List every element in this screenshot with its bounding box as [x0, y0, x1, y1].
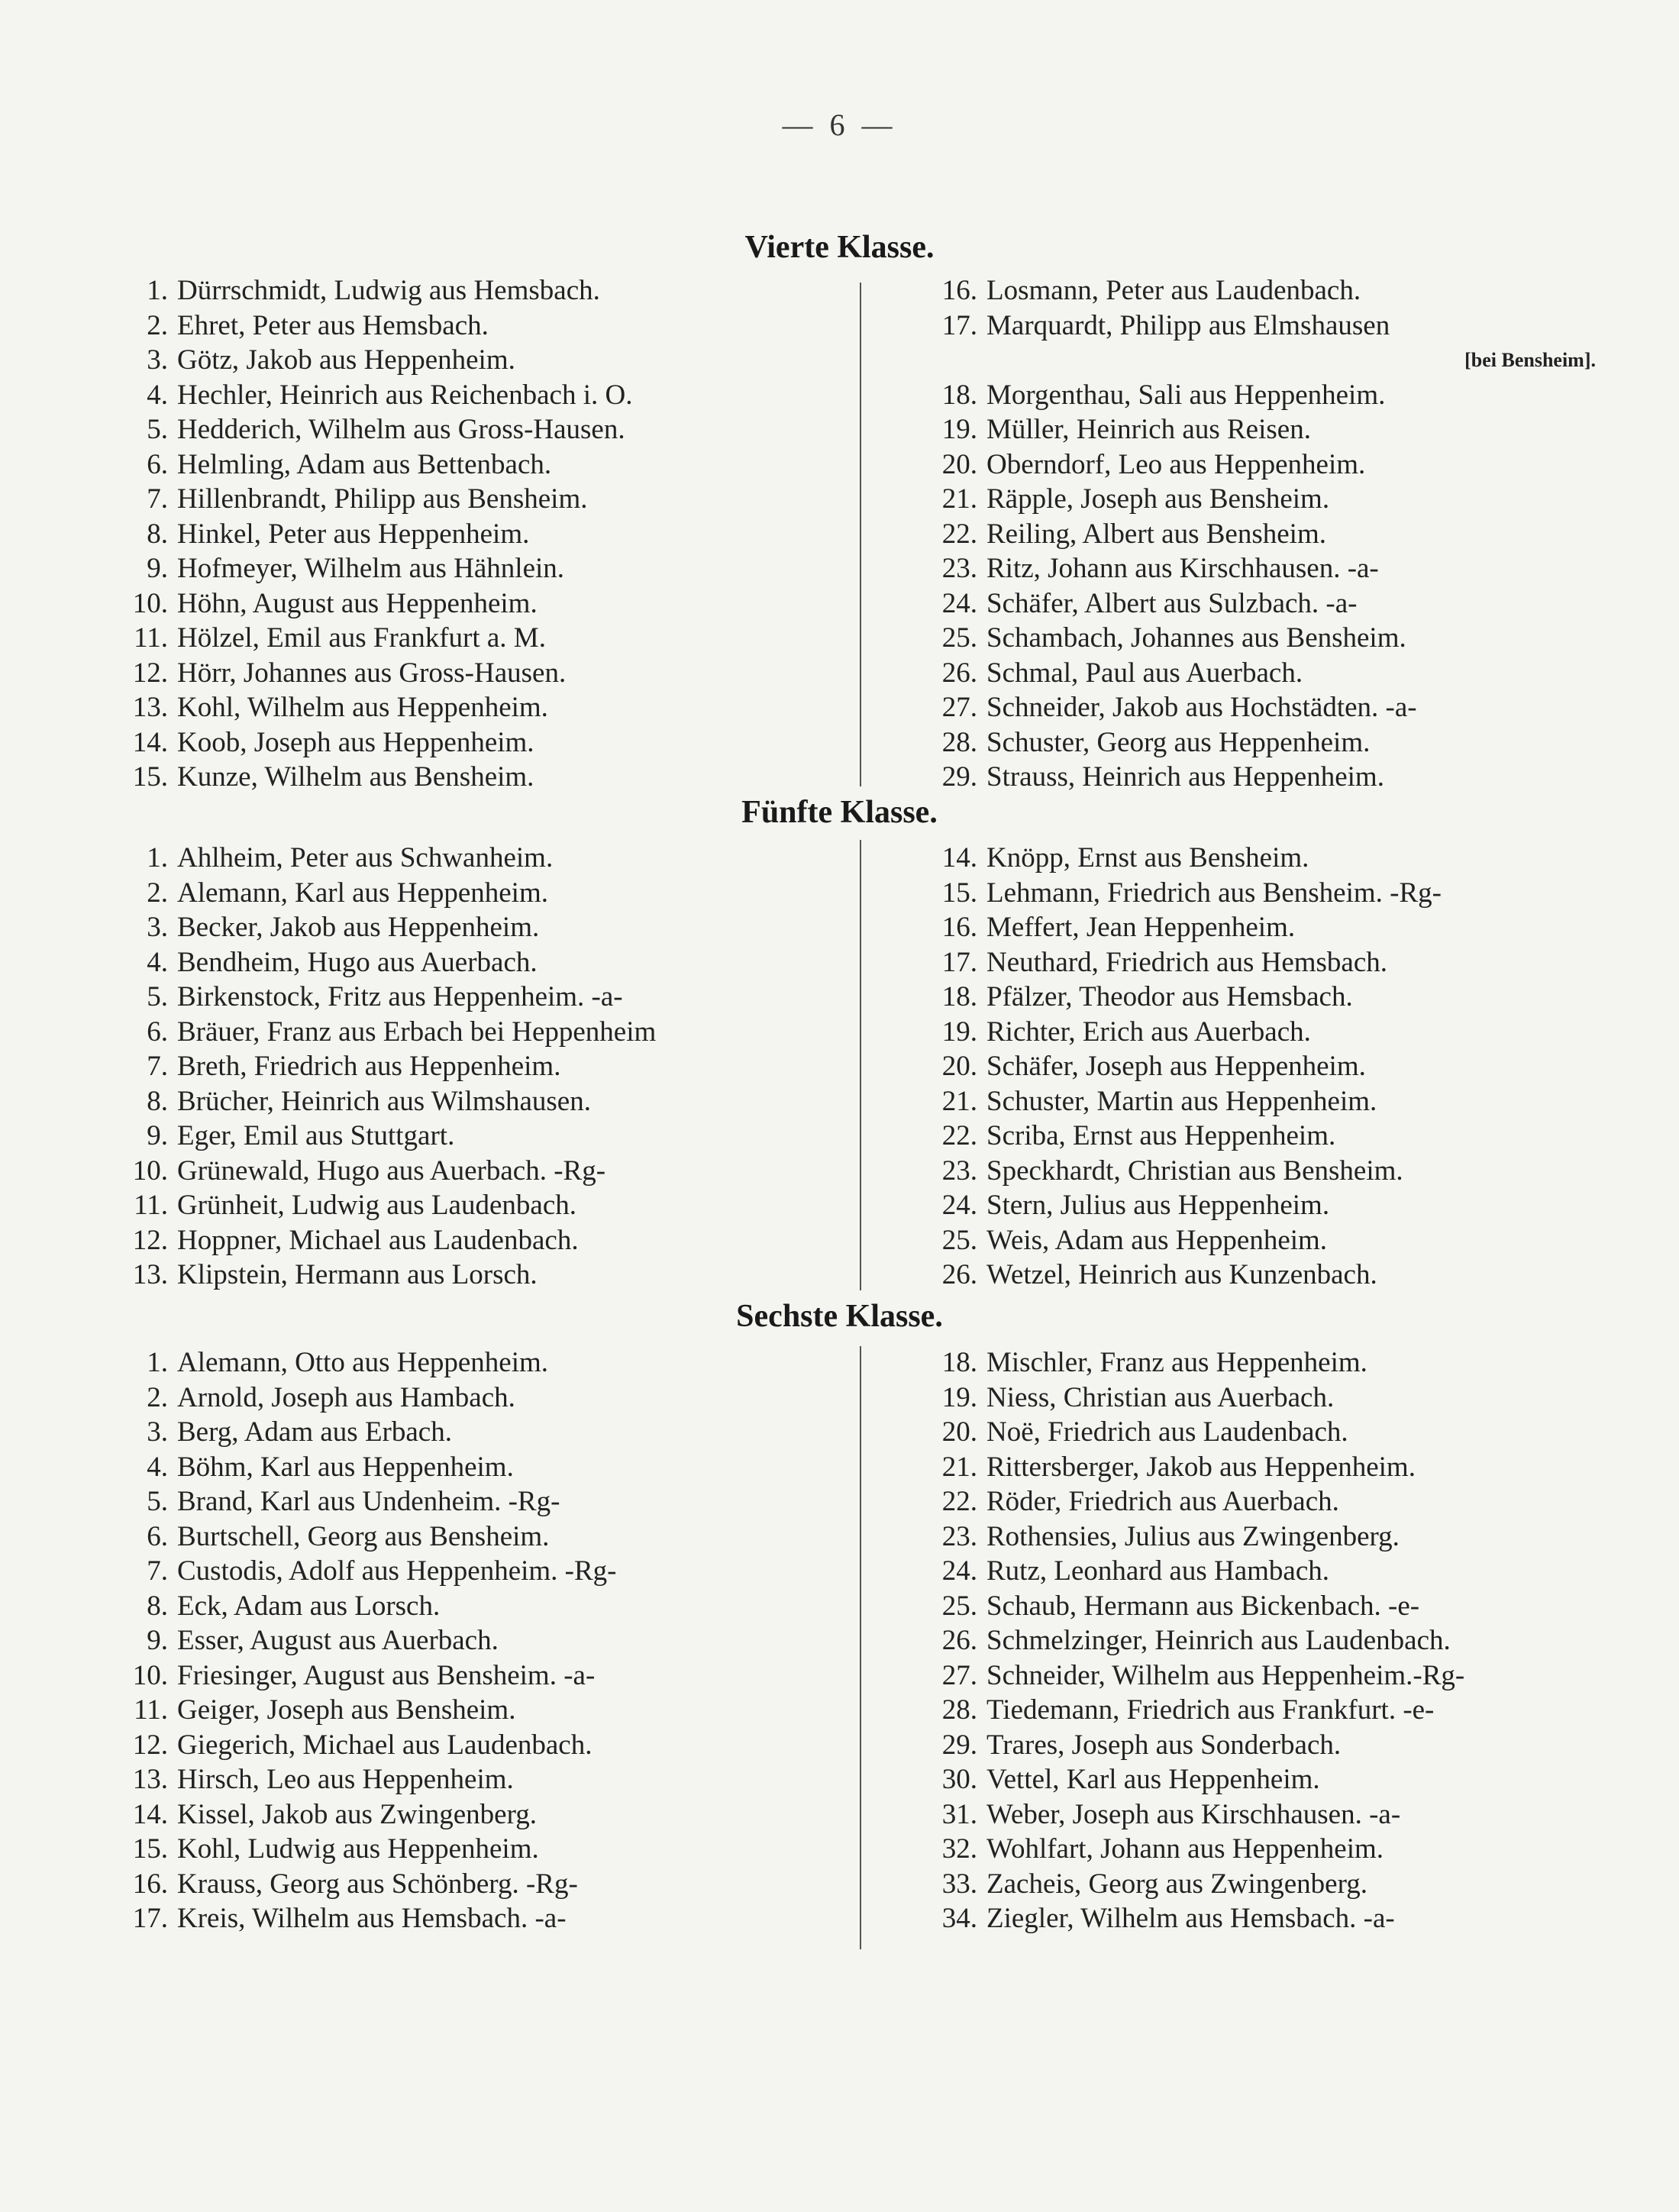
- entry-number: 14.: [941, 842, 977, 873]
- entry-text: Berg, Adam aus Erbach.: [177, 1416, 452, 1448]
- entry-number: 34.: [941, 1903, 977, 1934]
- entry-number: 3.: [147, 344, 168, 376]
- entry-number: 7.: [147, 1051, 168, 1082]
- list-item: [916, 1728, 1603, 1763]
- entry-text: Röder, Friedrich aus Auerbach.: [986, 1486, 1339, 1517]
- entry-text: Schuster, Martin aus Heppenheim.: [986, 1085, 1377, 1117]
- entry-text: Rutz, Leonhard aus Hambach.: [986, 1555, 1329, 1587]
- student-list-right: [916, 841, 1603, 1293]
- list-item: [916, 841, 1603, 876]
- list-item: [916, 1554, 1603, 1589]
- entry-text: Eck, Adam aus Lorsch.: [177, 1590, 441, 1622]
- list-item: [107, 1554, 840, 1589]
- entry-number: 19.: [941, 1016, 977, 1048]
- entry-text: Burtschell, Georg aus Bensheim.: [177, 1520, 550, 1552]
- list-item: [107, 586, 840, 622]
- list-item: [916, 447, 1603, 483]
- entry-text: Lehmann, Friedrich aus Bensheim. -Rg-: [986, 877, 1442, 909]
- entry-text: Schambach, Johannes aus Bensheim.: [986, 622, 1406, 654]
- student-list-left: [107, 273, 840, 795]
- entry-text: Kissel, Jakob aus Zwingenberg.: [177, 1798, 537, 1830]
- entry-text: Schmelzinger, Heinrich aus Laudenbach.: [986, 1625, 1451, 1656]
- entry-text: Weis, Adam aus Heppenheim.: [986, 1224, 1328, 1256]
- entry-number: 29.: [941, 1729, 977, 1761]
- continuation-text: [bei Bensheim].: [1464, 349, 1596, 371]
- entry-text: Giegerich, Michael aus Laudenbach.: [177, 1729, 592, 1761]
- entry-number: 30.: [941, 1764, 977, 1795]
- entry-number: 25.: [941, 622, 977, 654]
- entry-number: 22.: [941, 1486, 977, 1517]
- list-item: [916, 1154, 1603, 1189]
- list-item: [107, 1867, 840, 1902]
- entry-number: 17.: [132, 1903, 168, 1934]
- list-item: [916, 621, 1603, 656]
- entry-text: Müller, Heinrich aus Reisen.: [986, 414, 1311, 445]
- entry-number: 13.: [132, 1259, 168, 1290]
- entry-text: Hedderich, Wilhelm aus Gross-Hausen.: [177, 414, 625, 445]
- entry-number: 12.: [132, 1224, 168, 1256]
- entry-text: Dürrschmidt, Ludwig aus Hemsbach.: [177, 275, 600, 306]
- entry-number: 4.: [147, 1451, 168, 1483]
- entry-number: 10.: [132, 587, 168, 619]
- list-item: [107, 273, 840, 308]
- entry-text: Grünewald, Hugo aus Auerbach. -Rg-: [177, 1154, 606, 1187]
- entry-number: 1.: [147, 1347, 168, 1378]
- list-item: [107, 1049, 840, 1084]
- entry-number: 23.: [941, 553, 977, 584]
- entry-number: 12.: [132, 1729, 168, 1761]
- entry-text: Hechler, Heinrich aus Reichenbach i. O.: [177, 379, 633, 411]
- entry-text: Losmann, Peter aus Laudenbach.: [986, 275, 1361, 306]
- list-item: [916, 1258, 1603, 1293]
- entry-text: Morgenthau, Sali aus Heppenheim.: [986, 379, 1386, 411]
- entry-text: Alemann, Otto aus Heppenheim.: [177, 1347, 549, 1378]
- entry-number: 18.: [941, 379, 977, 411]
- entry-number: 11.: [134, 1694, 168, 1726]
- list-item: [107, 656, 840, 691]
- entry-number: 29.: [941, 761, 977, 793]
- list-item: [916, 1762, 1603, 1797]
- entry-text: Strauss, Heinrich aus Heppenheim.: [986, 761, 1384, 793]
- list-item: [916, 1415, 1603, 1450]
- entry-text: Mischler, Franz aus Heppenheim.: [986, 1347, 1367, 1378]
- entry-number: 5.: [147, 1486, 168, 1517]
- entry-number: 3.: [147, 912, 168, 943]
- student-list-left: [107, 1345, 840, 1936]
- entry-number: 5.: [147, 981, 168, 1012]
- entry-text: Wetzel, Heinrich aus Kunzenbach.: [986, 1259, 1377, 1290]
- entry-text: Hofmeyer, Wilhelm aus Hähnlein.: [177, 553, 565, 584]
- entry-number: 18.: [941, 1347, 977, 1378]
- entry-number: 8.: [147, 1085, 168, 1117]
- entry-text: Breth, Friedrich aus Heppenheim.: [177, 1051, 561, 1082]
- entry-text: Schneider, Wilhelm aus Heppenheim.-Rg-: [986, 1659, 1465, 1691]
- entry-number: 17.: [941, 946, 977, 978]
- entry-text: Ehret, Peter aus Hemsbach.: [177, 309, 489, 341]
- entry-text: Brücher, Heinrich aus Wilmshausen.: [177, 1085, 591, 1117]
- list-item: [107, 1832, 840, 1867]
- entry-number: 22.: [941, 518, 977, 550]
- entry-text: Schaub, Hermann aus Bickenbach. -e-: [986, 1590, 1420, 1622]
- entry-number: 25.: [941, 1590, 977, 1622]
- entry-number: 26.: [941, 1259, 977, 1290]
- entry-number: 18.: [941, 981, 977, 1012]
- entry-number: 6.: [147, 1520, 168, 1552]
- entry-text: Helmling, Adam aus Bettenbach.: [177, 448, 552, 480]
- entry-number: 14.: [132, 1798, 168, 1830]
- entry-text: Hillenbrandt, Philipp aus Bensheim.: [177, 483, 588, 515]
- entry-number: 2.: [147, 877, 168, 909]
- list-item: [916, 482, 1603, 517]
- list-item: [107, 551, 840, 586]
- list-item: [107, 1258, 840, 1293]
- list-item: [107, 1728, 840, 1763]
- entry-number: 28.: [941, 1694, 977, 1726]
- entry-text: Kunze, Wilhelm aus Bensheim.: [177, 761, 534, 793]
- list-item: [916, 551, 1603, 586]
- list-item: [916, 1519, 1603, 1555]
- entry-text: Hinkel, Peter aus Heppenheim.: [177, 518, 530, 550]
- entry-text: Niess, Christian aus Auerbach.: [986, 1381, 1335, 1413]
- entry-number: 21.: [941, 483, 977, 515]
- list-item: [107, 1119, 840, 1154]
- list-item: [916, 1832, 1603, 1867]
- list-item: [107, 1345, 840, 1380]
- entry-text: Alemann, Karl aus Heppenheim.: [177, 877, 548, 909]
- entry-number: 9.: [147, 1120, 168, 1151]
- entry-text: Ritz, Johann aus Kirschhausen. -a-: [986, 553, 1379, 584]
- entry-number: 15.: [941, 877, 977, 909]
- entry-number: 27.: [941, 1659, 977, 1691]
- list-item: [107, 1901, 840, 1936]
- list-item: [916, 1867, 1603, 1902]
- entry-number: 28.: [941, 726, 977, 758]
- student-list-left: [107, 841, 840, 1293]
- entry-number: 21.: [941, 1451, 977, 1483]
- entry-number: 16.: [941, 912, 977, 943]
- entry-text: Custodis, Adolf aus Heppenheim. -Rg-: [177, 1555, 617, 1587]
- list-item: [916, 760, 1603, 795]
- list-item: [107, 308, 840, 344]
- entry-number: 8.: [147, 518, 168, 550]
- list-item: [107, 945, 840, 980]
- entry-number: 11.: [134, 622, 168, 654]
- list-item: [107, 760, 840, 795]
- entry-text: Schuster, Georg aus Heppenheim.: [986, 726, 1371, 758]
- entry-text: Rothensies, Julius aus Zwingenberg.: [986, 1520, 1400, 1552]
- list-item: [916, 1623, 1603, 1658]
- entry-number: 20.: [941, 1416, 977, 1448]
- entry-number: 6.: [147, 1016, 168, 1048]
- list-item: [107, 1658, 840, 1694]
- column-divider: [860, 283, 861, 786]
- entry-number: 23.: [941, 1520, 977, 1552]
- entry-number: 20.: [941, 1051, 977, 1082]
- list-item: [916, 308, 1603, 344]
- list-item: [107, 482, 840, 517]
- entry-text: Koob, Joseph aus Heppenheim.: [177, 726, 534, 758]
- entry-number: 10.: [132, 1154, 168, 1187]
- entry-number: 4.: [147, 379, 168, 411]
- entry-number: 19.: [941, 414, 977, 445]
- list-item: [107, 1797, 840, 1833]
- list-item: [916, 1223, 1603, 1258]
- list-item: [916, 586, 1603, 622]
- entry-text: Esser, August aus Auerbach.: [177, 1625, 499, 1656]
- entry-number: 13.: [132, 692, 168, 723]
- entry-number: 24.: [941, 1555, 977, 1587]
- entry-text: Friesinger, August aus Bensheim. -a-: [177, 1659, 596, 1691]
- entry-text: Kreis, Wilhelm aus Hemsbach. -a-: [177, 1903, 567, 1934]
- entry-text: Stern, Julius aus Heppenheim.: [986, 1190, 1330, 1221]
- list-item: [916, 725, 1603, 760]
- list-item: [916, 690, 1603, 725]
- entry-text: Hörr, Johannes aus Gross-Hausen.: [177, 657, 567, 689]
- entry-number: 1.: [147, 275, 168, 306]
- list-item: [107, 1015, 840, 1050]
- list-item: [916, 1380, 1603, 1416]
- entry-text: Speckhardt, Christian aus Bensheim.: [986, 1154, 1403, 1187]
- list-item: [107, 1154, 840, 1189]
- list-item: [107, 1519, 840, 1555]
- entry-number: 7.: [147, 1555, 168, 1587]
- entry-text: Götz, Jakob aus Heppenheim.: [177, 344, 515, 376]
- entry-text: Pfälzer, Theodor aus Hemsbach.: [986, 981, 1353, 1012]
- entry-text: Rittersberger, Jakob aus Heppenheim.: [986, 1451, 1416, 1483]
- entry-text: Klipstein, Hermann aus Lorsch.: [177, 1259, 538, 1290]
- entry-number: 6.: [147, 448, 168, 480]
- section-heading-fuenfte: Fünfte Klasse.: [741, 795, 938, 830]
- entry-number: 13.: [132, 1764, 168, 1795]
- list-item: [107, 1188, 840, 1223]
- entry-text: Birkenstock, Fritz aus Heppenheim. -a-: [177, 981, 623, 1012]
- list-item: [107, 447, 840, 483]
- list-item: [107, 1484, 840, 1519]
- list-item: [916, 412, 1603, 447]
- list-item: [916, 1049, 1603, 1084]
- entry-text: Knöpp, Ernst aus Bensheim.: [986, 842, 1309, 873]
- entry-number: 15.: [132, 1833, 168, 1865]
- list-item: [107, 725, 840, 760]
- entry-text: Schneider, Jakob aus Hochstädten. -a-: [986, 692, 1417, 723]
- list-item: [916, 910, 1603, 945]
- entry-text: Schäfer, Joseph aus Heppenheim.: [986, 1051, 1366, 1082]
- entry-text: Becker, Jakob aus Heppenheim.: [177, 912, 540, 943]
- entry-number: 17.: [941, 309, 977, 341]
- student-list-right: [916, 1345, 1603, 1936]
- entry-number: 14.: [132, 726, 168, 758]
- list-item: [916, 876, 1603, 911]
- list-item: [916, 945, 1603, 980]
- entry-number: 16.: [132, 1868, 168, 1900]
- column-divider: [860, 1346, 861, 1949]
- entry-text: Ziegler, Wilhelm aus Hemsbach. -a-: [986, 1903, 1395, 1934]
- entry-number: 33.: [941, 1868, 977, 1900]
- entry-number: 16.: [941, 275, 977, 306]
- list-item: [107, 1450, 840, 1485]
- entry-text: Scriba, Ernst aus Heppenheim.: [986, 1120, 1336, 1151]
- entry-text: Weber, Joseph aus Kirschhausen. -a-: [986, 1798, 1401, 1830]
- list-item: [107, 517, 840, 552]
- list-item: [916, 1015, 1603, 1050]
- entry-number: 23.: [941, 1154, 977, 1187]
- entry-number: 26.: [941, 657, 977, 689]
- list-item: [107, 876, 840, 911]
- list-item: [107, 1223, 840, 1258]
- section-heading-sechste: Sechste Klasse.: [736, 1299, 943, 1334]
- list-item: [916, 1901, 1603, 1936]
- entry-text: Kohl, Ludwig aus Heppenheim.: [177, 1833, 539, 1865]
- list-item: [107, 841, 840, 876]
- list-item: [916, 980, 1603, 1015]
- list-item: [916, 656, 1603, 691]
- list-item: [916, 1119, 1603, 1154]
- list-item: [107, 690, 840, 725]
- entry-text: Trares, Joseph aus Sonderbach.: [986, 1729, 1342, 1761]
- entry-number: 9.: [147, 1625, 168, 1656]
- entry-text: Hirsch, Leo aus Heppenheim.: [177, 1764, 514, 1795]
- column-divider: [860, 840, 861, 1290]
- list-item: [107, 1415, 840, 1450]
- entry-text: Neuthard, Friedrich aus Hemsbach.: [986, 946, 1388, 978]
- list-item: [916, 1188, 1603, 1223]
- entry-number: 32.: [941, 1833, 977, 1865]
- entry-number: 31.: [941, 1798, 977, 1830]
- entry-number: 22.: [941, 1120, 977, 1151]
- entry-text: Bendheim, Hugo aus Auerbach.: [177, 946, 538, 978]
- entry-text: Vettel, Karl aus Heppenheim.: [986, 1764, 1320, 1795]
- entry-number: 24.: [941, 587, 977, 619]
- list-item: [107, 343, 840, 378]
- list-item: [916, 1484, 1603, 1519]
- list-item: [107, 980, 840, 1015]
- entry-text: Wohlfart, Johann aus Heppenheim.: [986, 1833, 1384, 1865]
- entry-number: 1.: [147, 842, 168, 873]
- page-number: — 6 —: [782, 108, 897, 142]
- entry-text: Bräuer, Franz aus Erbach bei Heppenheim: [177, 1016, 657, 1048]
- list-item: [916, 1658, 1603, 1694]
- list-item: [107, 1084, 840, 1119]
- entry-text: Tiedemann, Friedrich aus Frankfurt. -e-: [986, 1694, 1435, 1726]
- entry-number: 4.: [147, 946, 168, 978]
- list-item: [916, 1589, 1603, 1624]
- list-item: [107, 621, 840, 656]
- entry-text: Ahlheim, Peter aus Schwanheim.: [177, 842, 554, 873]
- entry-text: Reiling, Albert aus Bensheim.: [986, 518, 1326, 550]
- list-item: [107, 378, 840, 413]
- entry-number: 10.: [132, 1659, 168, 1691]
- entry-number: 19.: [941, 1381, 977, 1413]
- list-item: [107, 910, 840, 945]
- entry-text: Marquardt, Philipp aus Elmshausen: [986, 309, 1390, 341]
- entry-text: Krauss, Georg aus Schönberg. -Rg-: [177, 1868, 578, 1900]
- section-heading-vierte: Vierte Klasse.: [744, 230, 935, 265]
- entry-number: 2.: [147, 1381, 168, 1413]
- list-item: [916, 1450, 1603, 1485]
- entry-text: Räpple, Joseph aus Bensheim.: [986, 483, 1330, 515]
- entry-number: 11.: [134, 1190, 168, 1221]
- entry-text: Arnold, Joseph aus Hambach.: [177, 1381, 515, 1413]
- list-item: [107, 1693, 840, 1728]
- list-item: [916, 1345, 1603, 1380]
- entry-number: 21.: [941, 1085, 977, 1117]
- entry-text: Geiger, Joseph aus Bensheim.: [177, 1694, 516, 1726]
- list-item: [916, 343, 1603, 378]
- entry-text: Richter, Erich aus Auerbach.: [986, 1016, 1311, 1048]
- entry-text: Meffert, Jean Heppenheim.: [986, 912, 1296, 943]
- list-item: [916, 378, 1603, 413]
- list-item: [916, 517, 1603, 552]
- list-item: [107, 1762, 840, 1797]
- entry-text: Grünheit, Ludwig aus Laudenbach.: [177, 1190, 576, 1221]
- list-item: [916, 273, 1603, 308]
- entry-number: 26.: [941, 1625, 977, 1656]
- entry-text: Schmal, Paul aus Auerbach.: [986, 657, 1303, 689]
- entry-number: 20.: [941, 448, 977, 480]
- entry-text: Hölzel, Emil aus Frankfurt a. M.: [177, 622, 546, 654]
- entry-text: Kohl, Wilhelm aus Heppenheim.: [177, 692, 548, 723]
- entry-text: Zacheis, Georg aus Zwingenberg.: [986, 1868, 1368, 1900]
- entry-number: 7.: [147, 483, 168, 515]
- entry-text: Böhm, Karl aus Heppenheim.: [177, 1451, 514, 1483]
- list-item: [916, 1084, 1603, 1119]
- list-item: [107, 1623, 840, 1658]
- list-item: [107, 1589, 840, 1624]
- entry-number: 8.: [147, 1590, 168, 1622]
- entry-number: 9.: [147, 553, 168, 584]
- entry-number: 27.: [941, 692, 977, 723]
- entry-text: Noë, Friedrich aus Laudenbach.: [986, 1416, 1348, 1448]
- entry-number: 2.: [147, 309, 168, 341]
- entry-number: 3.: [147, 1416, 168, 1448]
- entry-text: Eger, Emil aus Stuttgart.: [177, 1120, 455, 1151]
- list-item: [916, 1797, 1603, 1833]
- entry-text: Brand, Karl aus Undenheim. -Rg-: [177, 1486, 560, 1517]
- entry-text: Oberndorf, Leo aus Heppenheim.: [986, 448, 1366, 480]
- entry-text: Schäfer, Albert aus Sulzbach. -a-: [986, 587, 1358, 619]
- entry-number: 5.: [147, 414, 168, 445]
- entry-number: 25.: [941, 1224, 977, 1256]
- entry-number: 12.: [132, 657, 168, 689]
- entry-number: 15.: [132, 761, 168, 793]
- entry-number: 24.: [941, 1190, 977, 1221]
- list-item: [107, 1380, 840, 1416]
- entry-text: Höhn, August aus Heppenheim.: [177, 587, 538, 619]
- list-item: [107, 412, 840, 447]
- entry-text: Hoppner, Michael aus Laudenbach.: [177, 1224, 579, 1256]
- list-item: [916, 1693, 1603, 1728]
- student-list-right: [916, 273, 1603, 795]
